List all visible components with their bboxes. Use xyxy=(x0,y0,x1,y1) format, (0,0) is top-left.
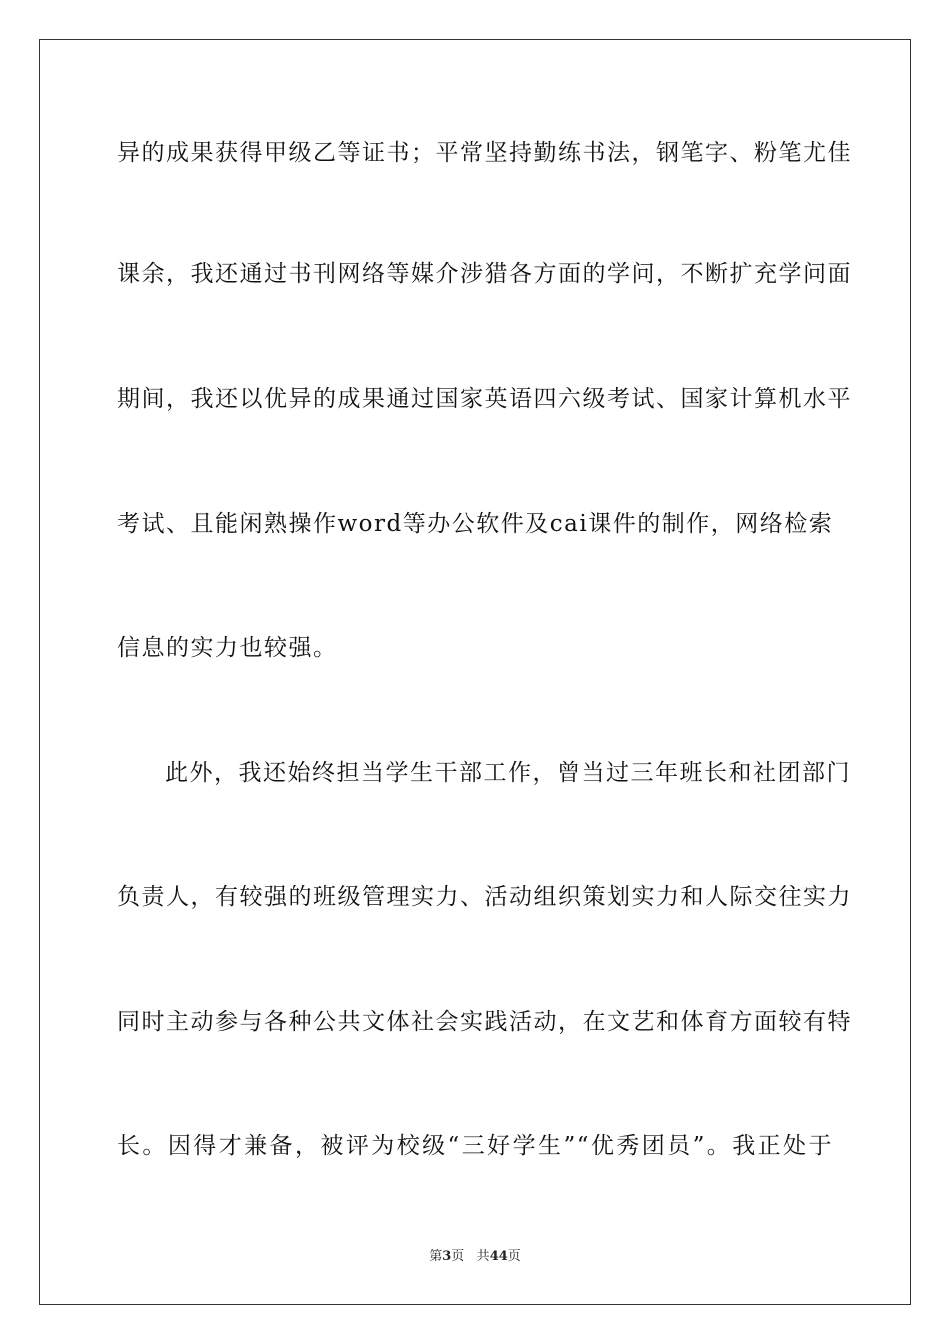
body-line-6: 此外，我还始终担当学生干部工作，曾当过三年班长和社团部门 xyxy=(165,760,851,786)
body-line-2: 课余，我还通过书刊网络等媒介涉猎各方面的学问，不断扩充学问面 xyxy=(117,261,852,287)
footer-page-suffix: 页 xyxy=(451,1249,465,1264)
body-line-7: 负责人，有较强的班级管理实力、活动组织策划实力和人际交往实力 xyxy=(117,884,852,910)
body-line-8: 同时主动参与各种公共文体社会实践活动，在文艺和体育方面较有特 xyxy=(117,1009,852,1035)
footer-total-prefix: 共 xyxy=(476,1249,490,1264)
footer-total-pages: 44 xyxy=(489,1249,508,1264)
body-line-1: 异的成果获得甲级乙等证书；平常坚持勤练书法，钢笔字、粉笔尤佳 xyxy=(117,140,852,166)
body-line-9: 长。因得才兼备，被评为校级“三好学生”“优秀团员”。我正处于 xyxy=(117,1133,833,1159)
body-line-5: 信息的实力也较强。 xyxy=(117,635,338,661)
body-line-4: 考试、且能闲熟操作word等办公软件及cai课件的制作，网络检索 xyxy=(117,511,834,537)
footer-page-number: 3 xyxy=(442,1249,452,1264)
page-frame xyxy=(39,39,911,1305)
footer-total-suffix: 页 xyxy=(507,1249,521,1264)
footer-prefix: 第 xyxy=(429,1249,443,1264)
page-footer xyxy=(0,1248,950,1266)
body-line-3: 期间，我还以优异的成果通过国家英语四六级考试、国家计算机水平 xyxy=(117,386,852,412)
